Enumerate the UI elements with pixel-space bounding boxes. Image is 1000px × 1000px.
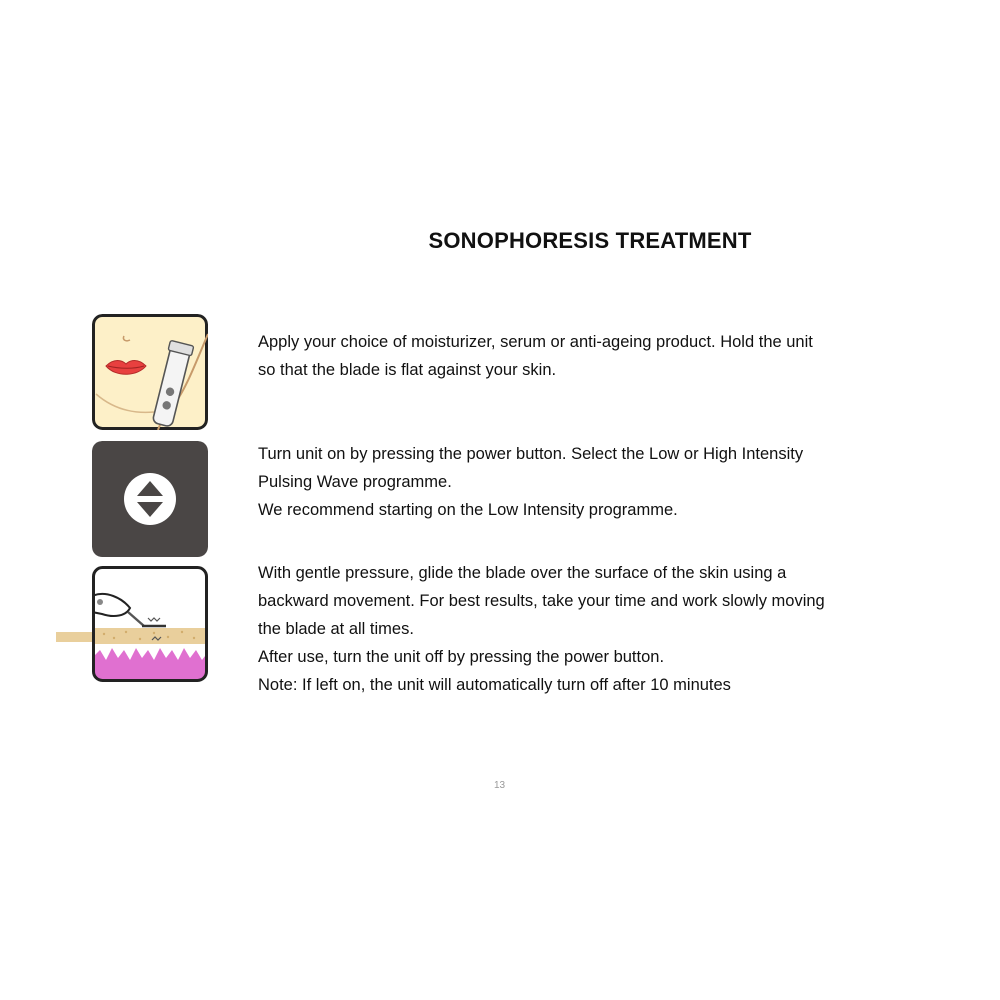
step-3-line-4: After use, turn the unit off by pressing the power button. xyxy=(258,648,665,666)
step-1-line-1: Apply your choice of moisturizer, serum or anti-ageing product. Hold the unit xyxy=(258,333,813,351)
step-2-line-2: Pulsing Wave programme. xyxy=(258,473,452,491)
step-3-line-1: With gentle pressure, glide the blade over the surface of the skin using a xyxy=(258,564,787,582)
up-down-mode-icon xyxy=(92,441,208,557)
page-number: 13 xyxy=(494,780,506,788)
step-2-line-1: Turn unit on by pressing the power button. Select the Low or High Intensity xyxy=(258,445,804,463)
step-3-line-3: the blade at all times. xyxy=(258,620,414,638)
step-3-line-2: backward movement. For best results, take your time and work slowly moving xyxy=(258,592,825,610)
step-1-text xyxy=(258,328,898,384)
face-with-device-icon xyxy=(92,314,208,430)
page-title: SONOPHORESIS TREATMENT xyxy=(428,228,752,253)
step-1-line-2: so that the blade is flat against your skin. xyxy=(258,361,557,379)
step-2-line-3: We recommend starting on the Low Intensity programme. xyxy=(258,501,678,519)
step-3-text xyxy=(258,559,898,699)
blade-on-skin-icon xyxy=(56,566,212,682)
step-3-line-5: Note: If left on, the unit will automatically turn off after 10 minutes xyxy=(258,676,731,694)
step-2-text xyxy=(258,440,898,524)
